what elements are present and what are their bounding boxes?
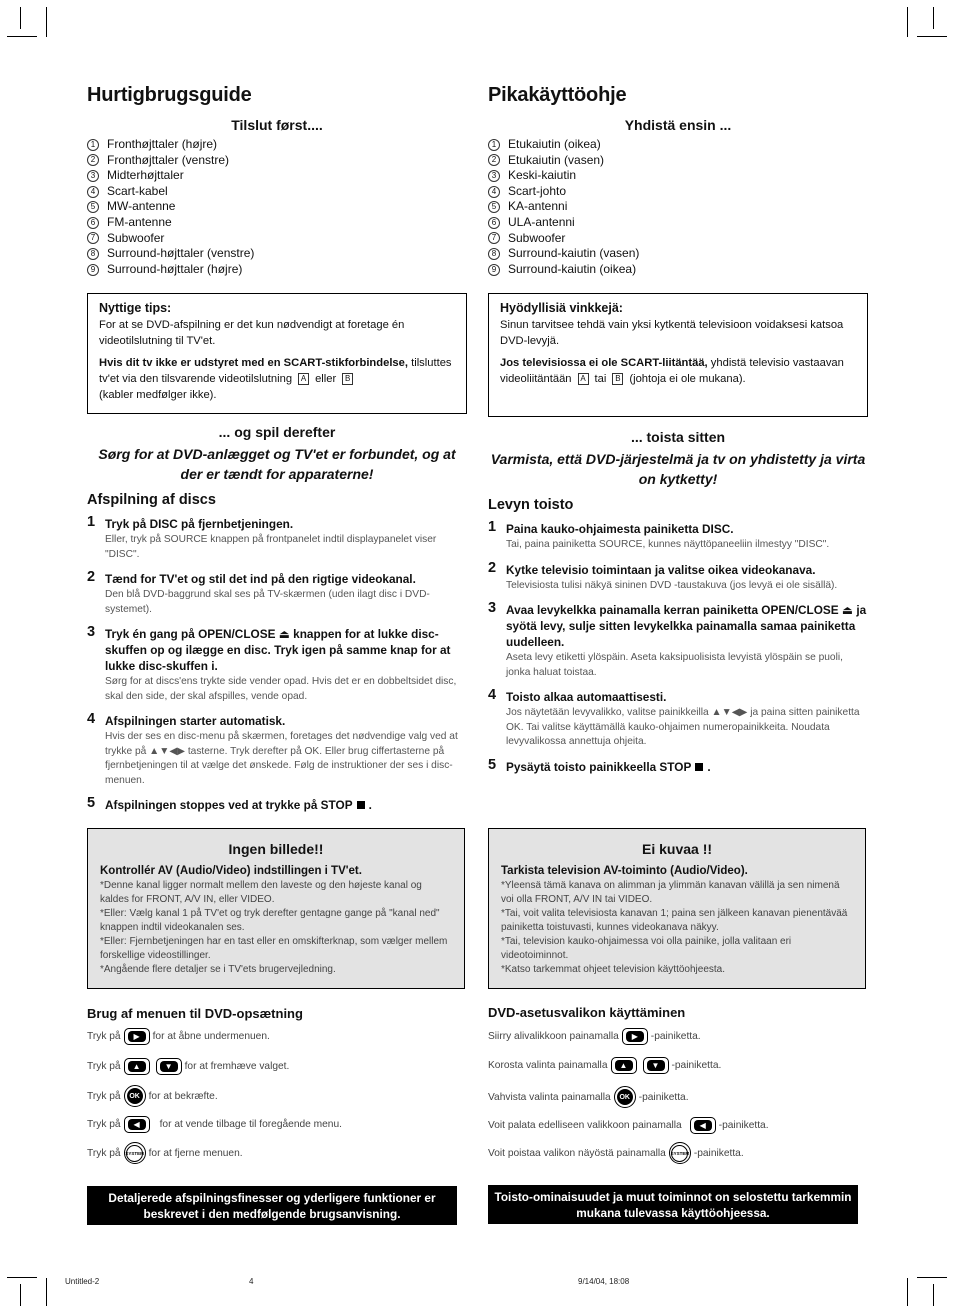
list-item: 4 Scart-kabel <box>87 184 467 200</box>
right-arrow-icon: ▶ <box>622 1028 648 1045</box>
list-item: 9 Surround-kaiutin (oikea) <box>488 262 868 278</box>
tips-box <box>488 293 868 417</box>
list-item: 5 KA-antenni <box>488 199 868 215</box>
tips-text: Sinun tarvitsee tehdä vain yksi kytkentä televisioon voidaksesi katsoa DVD-levyjä. <box>500 319 844 348</box>
down-arrow-icon: ▼ <box>643 1057 669 1074</box>
crop-mark <box>46 1278 47 1306</box>
menu-row: Voit palata edelliseen valikkoon painamalla ◀ -painiketta. <box>488 1117 769 1134</box>
danish-column <box>87 84 467 822</box>
tips-scart-text: Jos televisiossa ei ole SCART-liitäntää, yhdistä televisio vastaavan videoliitäntään A tai B (johtoja ei ole mukana). <box>500 357 844 386</box>
tips-title: Nyttige tips: <box>99 301 172 316</box>
crop-mark <box>46 7 47 37</box>
left-arrow-icon: ◀ <box>690 1117 716 1134</box>
crop-mark <box>907 7 908 37</box>
footer-timestamp: 9/14/04, 18:08 <box>578 1277 630 1286</box>
tips-text: For at se DVD-afspilning er det kun nødvendigt at foretage én videotilslutning til TV'et. <box>99 319 405 348</box>
connected-note: Varmista, että DVD-järjestelmä ja tv on yhdistetty ja virta on kytketty! <box>490 451 866 488</box>
play-heading: ... og spil derefter <box>218 424 336 441</box>
footer-filename: Untitled-2 <box>65 1277 100 1286</box>
menu-row: Tryk på SYSTEM for at fjerne menuen. <box>87 1142 243 1164</box>
menu-row: Tryk på OK for at bekræfte. <box>87 1085 218 1107</box>
up-arrow-icon: ▲ <box>124 1058 150 1075</box>
step: 5 Afspilningen stoppes ved at trykke på STOP . <box>87 795 372 813</box>
menu-row: Voit poistaa valikon näyöstä painamalla SYSTEM -painiketta. <box>488 1142 744 1164</box>
manual-reference-bar: Detaljerede afspilningsfinesser og yderligere funktioner er beskrevet i den medfølgende brugsanvisning. <box>87 1186 457 1225</box>
play-heading: ... toista sitten <box>630 429 726 446</box>
no-picture-key: Tarkista television AV-toiminto (Audio/Video). <box>501 865 748 877</box>
down-arrow-icon: ▼ <box>156 1058 182 1075</box>
list-item: 5 MW-antenne <box>87 199 467 215</box>
step: 4 Toisto alkaa automaattisesti. Jos näytetään levyvalikko, valitse painikkeilla ▲▼◀▶ ja paina sitten painiketta OK. Tai valitse käyttämällä kauko-ohjaimen numeropainikkeita. Noudata levyvalikossa annettuja ohjeita. <box>488 687 860 748</box>
connection-b-label: B <box>342 373 353 385</box>
no-picture-key: Kontrollér AV (Audio/Video) indstillingen i TV'et. <box>100 865 362 877</box>
no-picture-box: Ei kuvaa !! Tarkista television AV-toiminto (Audio/Video). *Yleensä tämä kanava on alimman ja ylimmän kanavan välillä ja sen nimenä voi olla FRONT, A/V IN tai VIDEO. *Tai, voit valita televisiosta kanavan 1; paina sen jälkeen kanavan pienentävää painiketta toistuvasti, kunnes videokanava näkyy. *Tai, television kauko-ohjaimessa voi olla painike, jolla valitaan eri videotoiminnot. *Katso tarkemmat ohjeet television käyttöohjeesta. <box>488 828 866 989</box>
list-item: 1 Fronthøjttaler (højre) <box>87 137 467 153</box>
connected-note: Sørg for at DVD-anlægget og TV'et er forbundet, og at der er tændt for apparaterne! <box>98 446 456 483</box>
crop-mark <box>20 1284 21 1306</box>
list-item: 8 Surround-højttaler (venstre) <box>87 246 467 262</box>
parts-list <box>87 137 467 277</box>
tips-box <box>87 293 467 414</box>
connection-a-label: A <box>298 373 309 385</box>
list-item: 6 ULA-antenni <box>488 215 868 231</box>
crop-mark <box>20 7 21 29</box>
menu-row: Siirry alivalikkoon painamalla ▶ -painiketta. <box>488 1028 701 1045</box>
right-arrow-icon: ▶ <box>124 1028 150 1045</box>
crop-mark <box>7 36 37 37</box>
page-title: Pikakäyttöohje <box>488 84 627 106</box>
connection-a-label: A <box>578 373 589 385</box>
stop-icon <box>357 801 365 809</box>
crop-mark <box>7 1277 37 1278</box>
step: 1 Paina kauko-ohjaimesta painiketta DISC. Tai, paina painiketta SOURCE, kunnes näyttöpaneeliin ilmestyy "DISC". <box>488 519 830 551</box>
playback-heading: Levyn toisto <box>488 497 574 514</box>
crop-mark <box>907 1278 908 1306</box>
list-item: 2 Etukaiutin (vasen) <box>488 153 868 169</box>
no-picture-title: Ei kuvaa !! <box>641 841 713 857</box>
system-icon: SYSTEM <box>669 1142 691 1164</box>
left-arrow-icon: ◀ <box>124 1116 150 1133</box>
menu-row: Korosta valinta painamalla ▲ ▼ -painiketta. <box>488 1057 721 1074</box>
step: 4 Afspilningen starter automatisk. Hvis der ses en disc-menu på skærmen, foretages det nødvendige valg ved at trykke på ▲▼◀▶ tasterne. Tryk derefter på OK. Eller brug ciffertasterne på fjernbetjeningen til at vælge det ønskede. Følg de instruktioner der ses i disc-menuen. <box>87 711 458 786</box>
step: 2 Tænd for TV'et og stil det ind på den rigtige videokanal. Den blå DVD-baggrund skal ses på TV-skærmen (uden ilagt disc i DVD-systemet). <box>87 569 430 615</box>
list-item: 9 Surround-højttaler (højre) <box>87 262 467 278</box>
manual-reference-bar: Toisto-ominaisuudet ja muut toiminnot on selostettu tarkemmin mukana tulevassa käyttöohjeessa. <box>488 1185 858 1224</box>
menu-row: Tryk på ▲ ▼ for at fremhæve valget. <box>87 1058 289 1075</box>
connect-heading: Yhdistä ensin ... <box>624 117 732 133</box>
crop-mark <box>933 7 934 29</box>
no-picture-title: Ingen billede!! <box>228 841 324 857</box>
finnish-column <box>488 84 868 784</box>
crop-mark <box>933 1284 934 1306</box>
list-item: 8 Surround-kaiutin (vasen) <box>488 246 868 262</box>
step: 3 Tryk én gang på OPEN/CLOSE ⏏ knappen for at lukke disc-skuffen op og ilægge en disc. Tryk igen på samme knap for at lukke disc-skuffen i. Sørg for at discs'ens trykte side vender opad. Hvis det er en dobbeltsidet disc, skal den side, der skal afspilles, vende opad. <box>87 624 457 702</box>
ok-icon: OK <box>614 1086 636 1108</box>
no-picture-box: Ingen billede!! Kontrollér AV (Audio/Video) indstillingen i TV'et. *Denne kanal ligger normalt mellem den laveste og den højeste kanal og kaldes for FRONT, A/V IN, eller VIDEO. *Eller: Vælg kanal 1 på TV'et og tryk derefter gentagne gange på "kanal ned" knappen indtil videokanalen ses. *Eller: Fjernbetjeningen har en tast eller en omskifterknap, som vælger mellem forskellige videostillinger. *Angående flere detaljer se i TV'ets brugervejledning. <box>87 828 465 989</box>
footer-page: 4 <box>249 1277 254 1286</box>
parts-list <box>488 137 868 277</box>
menu-row: Tryk på ◀ for at vende tilbage til foregående menu. <box>87 1116 342 1133</box>
list-item: 4 Scart-johto <box>488 184 868 200</box>
list-item: 3 Keski-kaiutin <box>488 168 868 184</box>
system-icon: SYSTEM <box>124 1142 146 1164</box>
ok-icon: OK <box>124 1085 146 1107</box>
list-item: 2 Fronthøjttaler (venstre) <box>87 153 467 169</box>
page-title: Hurtigbrugsguide <box>87 84 252 106</box>
crop-mark <box>917 1277 947 1278</box>
menu-heading: DVD-asetusvalikon käyttäminen <box>488 1005 686 1020</box>
connect-heading: Tilslut først.... <box>231 117 323 133</box>
list-item: 7 Subwoofer <box>488 231 868 247</box>
up-arrow-icon: ▲ <box>611 1057 637 1074</box>
connection-b-label: B <box>612 373 623 385</box>
stop-icon <box>695 763 703 771</box>
menu-row: Tryk på ▶ for at åbne undermenuen. <box>87 1028 270 1045</box>
menu-row: Vahvista valinta painamalla OK -painiketta. <box>488 1086 689 1108</box>
step: 2 Kytke televisio toimintaan ja valitse oikea videokanava. Televisiosta tulisi näkyä sininen DVD -taustakuva (jos levyä ei ole sisällä). <box>488 559 838 591</box>
list-item: 3 Midterhøjttaler <box>87 168 467 184</box>
tips-scart-text: Hvis dit tv ikke er udstyret med en SCART-stikforbindelse, tilsluttes tv'et via den tilsvarende videotilslutning A eller B (kabler medfølger ikke). <box>99 357 452 402</box>
list-item: 6 FM-antenne <box>87 215 467 231</box>
list-item: 7 Subwoofer <box>87 231 467 247</box>
tips-title: Hyödyllisiä vinkkejä: <box>500 301 623 316</box>
menu-heading: Brug af menuen til DVD-opsætning <box>87 1006 303 1021</box>
step: 1 Tryk på DISC på fjernbetjeningen. Eller, tryk på SOURCE knappen på frontpanelet indtil displaypanelet viser "DISC". <box>87 514 437 560</box>
list-item: 1 Etukaiutin (oikea) <box>488 137 868 153</box>
playback-heading: Afspilning af discs <box>87 492 216 509</box>
step: 3 Avaa levykelkka painamalla kerran painiketta OPEN/CLOSE ⏏ ja syötä levy, sulje sitten levykelkka painamalla samaa painiketta uudelleen. Aseta levy etiketti ylöspäin. Aseta kaksipuolisista levyistä ylöspäin se puoli, jonka haluat toistaa. <box>488 600 867 678</box>
step: 5 Pysäytä toisto painikkeella STOP . <box>488 756 711 774</box>
crop-mark <box>917 36 947 37</box>
